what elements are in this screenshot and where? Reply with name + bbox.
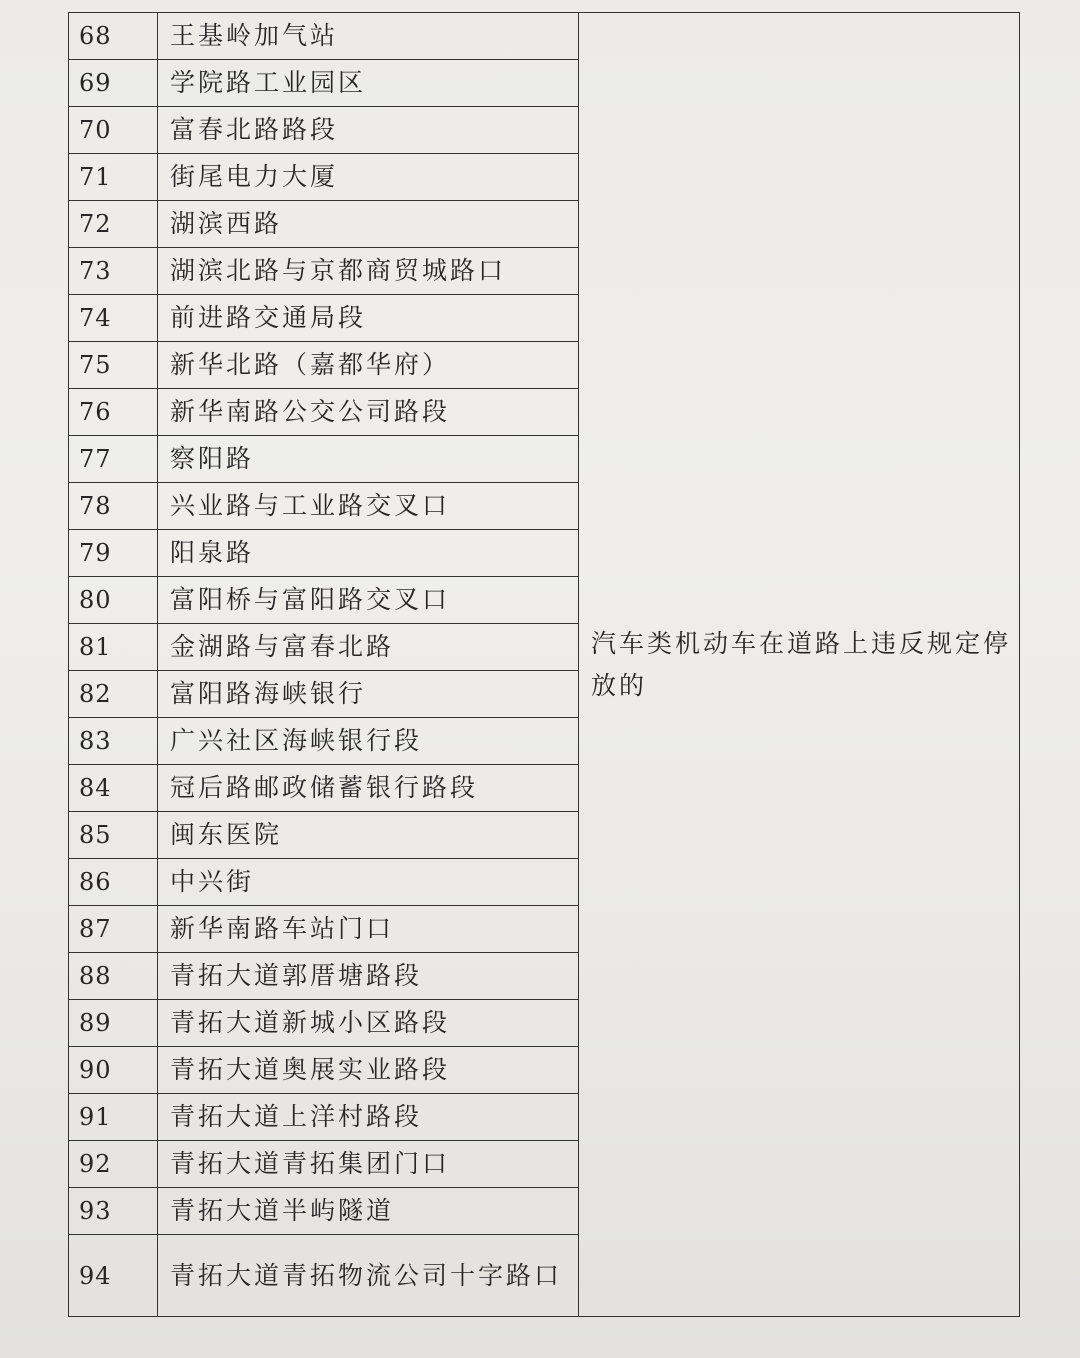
row-number: 81 (69, 624, 158, 671)
location-cell: 冠后路邮政储蓄银行路段 (158, 765, 579, 812)
row-number: 92 (69, 1141, 158, 1188)
location-cell: 新华南路车站门口 (158, 906, 579, 953)
row-number: 69 (69, 60, 158, 107)
location-cell: 青拓大道新城小区路段 (158, 1000, 579, 1047)
row-number: 88 (69, 953, 158, 1000)
location-cell: 金湖路与富春北路 (158, 624, 579, 671)
row-number: 76 (69, 389, 158, 436)
row-number: 94 (69, 1235, 158, 1317)
row-number: 84 (69, 765, 158, 812)
location-cell: 富阳路海峡银行 (158, 671, 579, 718)
location-cell: 察阳路 (158, 436, 579, 483)
row-number: 83 (69, 718, 158, 765)
row-number: 68 (69, 13, 158, 60)
location-cell: 阳泉路 (158, 530, 579, 577)
location-cell: 兴业路与工业路交叉口 (158, 483, 579, 530)
row-number: 73 (69, 248, 158, 295)
row-number: 87 (69, 906, 158, 953)
location-cell: 青拓大道青拓集团门口 (158, 1141, 579, 1188)
row-number: 82 (69, 671, 158, 718)
row-number: 70 (69, 107, 158, 154)
location-cell: 湖滨北路与京都商贸城路口 (158, 248, 579, 295)
row-number: 89 (69, 1000, 158, 1047)
row-number: 75 (69, 342, 158, 389)
location-cell: 青拓大道奥展实业路段 (158, 1047, 579, 1094)
violation-description: 汽车类机动车在道路上违反规定停放的 (579, 13, 1020, 1317)
location-cell: 青拓大道郭厝塘路段 (158, 953, 579, 1000)
location-cell: 王基岭加气站 (158, 13, 579, 60)
row-number: 78 (69, 483, 158, 530)
location-table (68, 12, 1020, 1317)
location-cell: 富春北路路段 (158, 107, 579, 154)
location-cell: 街尾电力大厦 (158, 154, 579, 201)
location-cell: 青拓大道半屿隧道 (158, 1188, 579, 1235)
location-cell: 闽东医院 (158, 812, 579, 859)
row-number: 93 (69, 1188, 158, 1235)
location-cell: 新华北路（嘉都华府） (158, 342, 579, 389)
row-number: 90 (69, 1047, 158, 1094)
row-number: 71 (69, 154, 158, 201)
row-number: 77 (69, 436, 158, 483)
table-row (69, 13, 1020, 60)
location-cell: 青拓大道上洋村路段 (158, 1094, 579, 1141)
row-number: 85 (69, 812, 158, 859)
location-cell: 广兴社区海峡银行段 (158, 718, 579, 765)
location-cell: 学院路工业园区 (158, 60, 579, 107)
row-number: 72 (69, 201, 158, 248)
row-number: 80 (69, 577, 158, 624)
location-cell: 前进路交通局段 (158, 295, 579, 342)
row-number: 86 (69, 859, 158, 906)
row-number: 79 (69, 530, 158, 577)
location-cell: 青拓大道青拓物流公司十字路口 (158, 1235, 579, 1317)
row-number: 74 (69, 295, 158, 342)
location-cell: 中兴街 (158, 859, 579, 906)
location-cell: 新华南路公交公司路段 (158, 389, 579, 436)
location-cell: 湖滨西路 (158, 201, 579, 248)
row-number: 91 (69, 1094, 158, 1141)
location-cell: 富阳桥与富阳路交叉口 (158, 577, 579, 624)
